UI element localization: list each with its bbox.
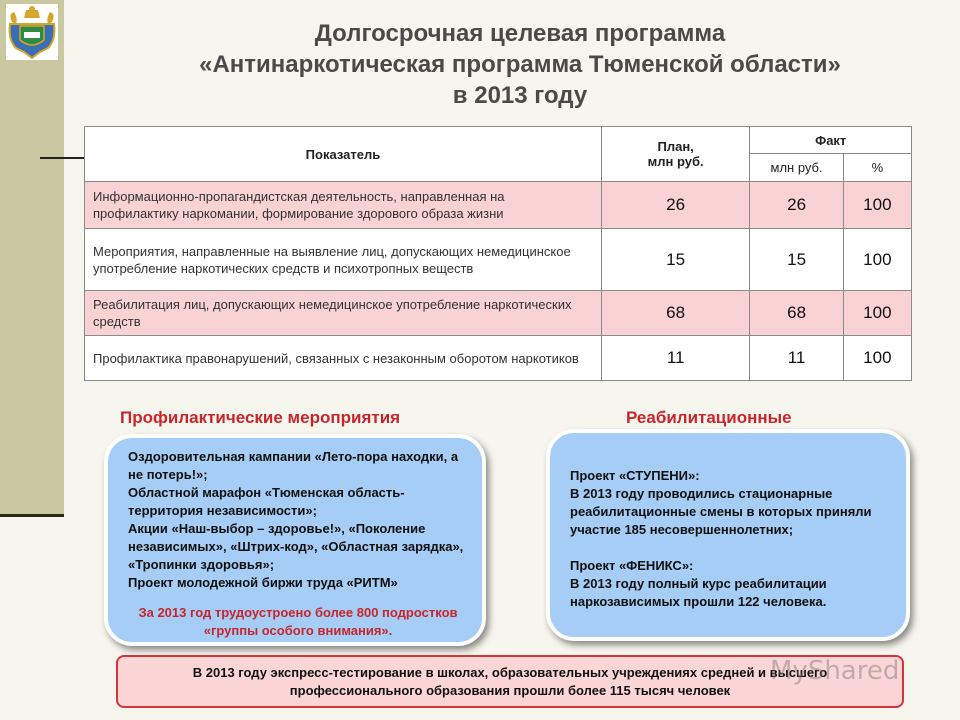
row-pct: 100	[843, 291, 911, 336]
title-line-1: Долгосрочная целевая программа	[314, 20, 726, 47]
header-plan	[601, 127, 750, 182]
row-name: Информационно-пропагандистская деятельность, направленная на профилактику наркомании, формирование здорового образа жизни	[85, 182, 602, 229]
row-fact: 15	[750, 229, 843, 291]
table-row	[85, 229, 912, 291]
row-name: Профилактика правонарушений, связанных с незаконным оборотом наркотиков	[85, 336, 602, 381]
coat-of-arms-icon	[6, 4, 58, 60]
row-fact: 68	[750, 291, 843, 336]
rehab-project-2-text: В 2013 году полный курс реабилитации наркозависимых прошли 122 человека.	[570, 576, 827, 609]
page-title	[90, 18, 950, 111]
header-fact-mln: млн руб.	[750, 154, 843, 182]
rehab-project-2-title: Проект «ФЕНИКС»:	[570, 558, 694, 573]
row-plan: 15	[601, 229, 750, 291]
program-results-table	[84, 126, 912, 381]
header-indicator: Показатель	[85, 127, 602, 182]
row-plan: 68	[601, 291, 750, 336]
left-sidebar-band	[0, 0, 64, 517]
row-plan: 26	[601, 182, 750, 229]
prevention-section-title: Профилактические мероприятия	[120, 408, 401, 427]
row-pct: 100	[843, 229, 911, 291]
prevention-note: За 2013 год трудоустроено более 800 подростков «группы особого внимания».	[138, 605, 458, 638]
table-row	[85, 336, 912, 381]
header-plan-text: План, млн руб.	[647, 139, 704, 169]
testing-note-text: В 2013 году экспресс-тестирование в школах, образовательных учреждениях средней и высшего профессионального образования прошли более 115 тысяч человек	[192, 665, 828, 698]
title-line-2: «Антинаркотическая программа Тюменской области»	[199, 51, 841, 78]
prevention-text: Оздоровительная кампании «Лето-пора находки, а не потерь!»; Областной марафон «Тюменская область-территория независимости»; Акции «Наш-выбор – здоровье!», «Поколение независимых», «Штрих-код», «Областная зарядка», «Тропинки здоровья»; Проект молодежной биржи труда «РИТМ»	[128, 449, 464, 590]
decorative-line	[40, 157, 84, 159]
table-row	[85, 182, 912, 229]
rehab-project-1-text: В 2013 году проводились стационарные реабилитационные смены в которых приняли участие 185 несовершеннолетних;	[570, 486, 872, 537]
row-name: Мероприятия, направленные на выявление лиц, допускающих немедицинское употребление наркотических средств и психотропных веществ	[85, 229, 602, 291]
prevention-box	[104, 434, 486, 646]
row-fact: 26	[750, 182, 843, 229]
table-row	[85, 291, 912, 336]
row-pct: 100	[843, 182, 911, 229]
header-fact-pct: %	[843, 154, 911, 182]
rehab-section-title: Реабилитационные	[626, 408, 792, 427]
row-plan: 11	[601, 336, 750, 381]
rehab-box	[546, 429, 910, 641]
header-fact: Факт	[750, 127, 912, 154]
row-pct: 100	[843, 336, 911, 381]
title-line-3: в 2013 году	[452, 82, 588, 109]
spacer	[570, 539, 892, 557]
row-name: Реабилитация лиц, допускающих немедицинское употребление наркотических средств	[85, 291, 602, 336]
row-fact: 11	[750, 336, 843, 381]
rehab-project-1-title: Проект «СТУПЕНИ»:	[570, 468, 700, 483]
watermark-logo: MyShared	[770, 656, 900, 686]
